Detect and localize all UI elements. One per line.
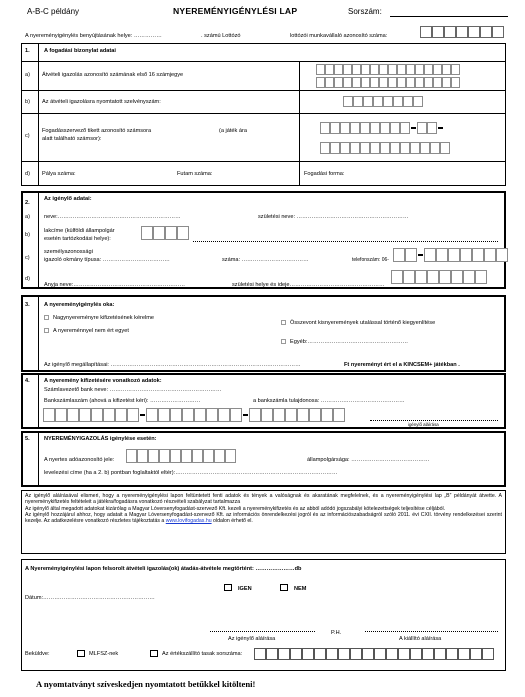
reason-disagree-checkbox[interactable] (44, 328, 49, 333)
office-no-label: . számú Lottózó (201, 33, 241, 39)
section-4-title: A nyeremény kifizetésére vonatkozó adatok: (44, 378, 162, 384)
account-number-label: Bankszámlaszám (ahová a kifizetést kéri): ……………………… (44, 398, 201, 404)
issuer-sign-line[interactable] (365, 631, 498, 632)
ticket-price-note: (a játék ára (219, 128, 247, 134)
bet-type-label: Fogadási forma: (304, 171, 345, 177)
row-2b-letter: b) (25, 232, 30, 238)
mailing-address-label: levelezési címe (ha a 2. b) pontban foglaltaktól eltér):…………………………………………………………………………… (44, 470, 338, 476)
row-2c-letter: c) (25, 255, 30, 261)
section-2-title: Az igénylő adatai: (44, 196, 92, 202)
claimant-findings-label: Az igénylő megállapításai: ………………………………………………………………………………………… (44, 362, 301, 368)
reason-big-win-label: Nagynyereményre kifizetésének kérelme (53, 315, 155, 321)
reason-big-win-checkbox[interactable] (44, 315, 49, 320)
tiket-id-cells-row2[interactable] (320, 142, 450, 154)
row-c-letter: c) (25, 133, 30, 139)
ticket-id-cells-row2[interactable] (316, 77, 460, 88)
row-a-letter: a) (25, 72, 30, 78)
handover-yes-label: IGEN (238, 586, 252, 592)
website-link[interactable]: www.lovifogadas.hu (165, 518, 212, 525)
tiket-id-cells-row1[interactable] (320, 122, 444, 134)
id-doc-label: személyazonossági (44, 249, 93, 255)
employee-id-cells[interactable] (420, 26, 504, 38)
address-line[interactable] (193, 241, 498, 242)
citizenship-label: állampolgársága: …………………………………… (307, 457, 430, 463)
sent-label: Beküldve: (25, 651, 50, 657)
page-title: NYEREMÉNYIGÉNYLÉSI LAP (173, 6, 298, 16)
handover-text: A Nyereményigénylési lapon felsorolt átvételi igazolás(ok) átadás-átvétele megtörtént: …………………db (25, 566, 302, 572)
claimant-sign-line[interactable] (210, 631, 315, 632)
race-number-label: Futam száma: (177, 171, 213, 177)
claimant-sign-line-4[interactable] (370, 420, 498, 421)
tax-id-cells[interactable] (126, 449, 236, 463)
tax-id-label: A nyertes adóazonosító jele: (44, 457, 115, 463)
claimant-sign-label-4: igénylő aláírása (408, 422, 439, 427)
submit-place-label: A nyereményigénylés benyújtásának helye: …………… (25, 33, 162, 39)
slip-number-cells[interactable] (343, 96, 423, 107)
section-1-number: 1. (25, 48, 30, 54)
bank-name-label: Számlavezető bank neve: …………………………………………………… (44, 387, 222, 393)
section-2-number: 2. (25, 200, 30, 206)
row-2a-letter: a) (25, 214, 30, 220)
phone-label: telefonszám: 06- (352, 257, 389, 263)
id-doc-type-label: igazoló okmány típusa: ……………………………… (44, 257, 170, 263)
row-d-letter: d) (25, 171, 30, 177)
notes-text: Az igénylő aláírásával elismeri, hogy a nyereményigénylési lapon feltüntetett fenti adatok és tények a valóságnak és akaratának megfelelnek, és a nyereményigénylési lap „B” példányát átvette. A nyereménykifizetés feltételeit a játékra/fogadásra vonatkozó részvételi szabályzat tartalmazza Az igénylő által megadott adatokat kizárólag a Magyar Lóversenyfogadást-szervező Kft. kezeli a nyereménykifizetés és az abból adódó jogszabályi kötelezettségek teljesítése céljából. Az igénylő hozzájárul ahhoz, hogy adatait a Magyar Lóversenyfogadást-szervező Kft. az információs önrendelkezési jogról és az információszabadságról szóló 2011. évi CXII. törvény rendelkezései szerint kezelje. Az adatkezelésre vonatkozó részletes tájékoztatás a www.lovifogadas.hu oldalon érhető el. (25, 493, 502, 525)
sent-bag-label: Az értékszállító tasak sorszáma: (162, 651, 243, 657)
ticket-id-label: Átvételi igazolás azonosító számának első 16 számjegye (42, 72, 184, 78)
tiket-id-label: Fogadásszervező tikett azonosító számsora (42, 128, 152, 134)
reason-other-checkbox[interactable] (281, 339, 286, 344)
date-label: Dátum:…………………………………………………… (25, 595, 155, 601)
postcode-cells[interactable] (141, 226, 189, 240)
bag-number-cells[interactable] (254, 648, 494, 660)
reason-combined-checkbox[interactable] (281, 320, 286, 325)
reason-combined-label: Összevont kisnyeremények utalással történő kiegyenlítése (290, 320, 436, 326)
mother-name-label: Anyja neve:…………………………………………………… (44, 282, 186, 288)
sent-mlfsz-label: MLFSZ-nek (89, 651, 119, 657)
birth-name-label: születési neve: …………………………………………………… (258, 214, 409, 220)
section-4-number: 4. (25, 378, 30, 384)
issuer-sign-label: A kiállító aláírása (399, 636, 442, 642)
row-2d-letter: d) (25, 276, 30, 282)
sent-mlfsz-checkbox[interactable] (77, 650, 85, 657)
section-3-number: 3. (25, 302, 30, 308)
sent-bag-checkbox[interactable] (150, 650, 158, 657)
track-number-label: Pálya száma: (42, 171, 76, 177)
stamp-label: P.H. (331, 630, 342, 636)
slip-number-label: Az átvételi igazolásra nyomtatott szelvényszám: (42, 99, 161, 105)
claimant-name-label: neve:………………………………………………………… (44, 214, 181, 220)
birthdate-cells[interactable] (391, 270, 487, 284)
address-label: lakcíme (külföldi állampolgár (44, 228, 115, 234)
section-1-title: A fogadási bizonylat adatai (44, 48, 116, 54)
ticket-id-cells[interactable] (316, 64, 460, 75)
kincsem-label: Ft nyereményt ért el a KINCSEM+ játékban . (344, 362, 460, 368)
footer-instruction: A nyomtatványt szíveskedjen nyomtatott betűkkel kitölteni! (36, 679, 256, 689)
section-3-title: A nyereményigénylés oka: (44, 302, 115, 308)
handover-no-label: NEM (294, 586, 307, 592)
tiket-id-label-2: alatt található számsor): (42, 136, 102, 142)
handover-no-checkbox[interactable] (280, 584, 288, 591)
account-owner-label: a bankszámla tulajdonosa: ……………………………………… (253, 398, 405, 404)
birthplace-label: születési helye és ideje…………………………………………… (232, 282, 385, 288)
claimant-sign-label: Az igénylő aláírása (228, 636, 276, 642)
copies-label: A-B-C példány (27, 7, 80, 16)
row-b-letter: b) (25, 99, 30, 105)
employee-id-label: lottózói munkavállaló azonosító száma: (290, 33, 388, 39)
serial-line[interactable] (390, 16, 508, 17)
phone-cells[interactable] (393, 248, 508, 262)
reason-disagree-label: A nyereménnyel nem ért egyet (53, 328, 129, 334)
id-doc-number-label: száma: ……………………………… (222, 257, 309, 263)
handover-yes-checkbox[interactable] (224, 584, 232, 591)
account-number-cells[interactable] (43, 408, 345, 422)
section-5-number: 5. (25, 436, 30, 442)
reason-other-label: Egyéb:……………………………………………… (290, 339, 409, 345)
address-label-2: esetén tartózkodási helye): (44, 236, 111, 242)
serial-label: Sorszám: (348, 7, 382, 16)
section-5-title: NYEREMÉNYIGAZOLÁS igénylése esetén: (44, 436, 157, 442)
